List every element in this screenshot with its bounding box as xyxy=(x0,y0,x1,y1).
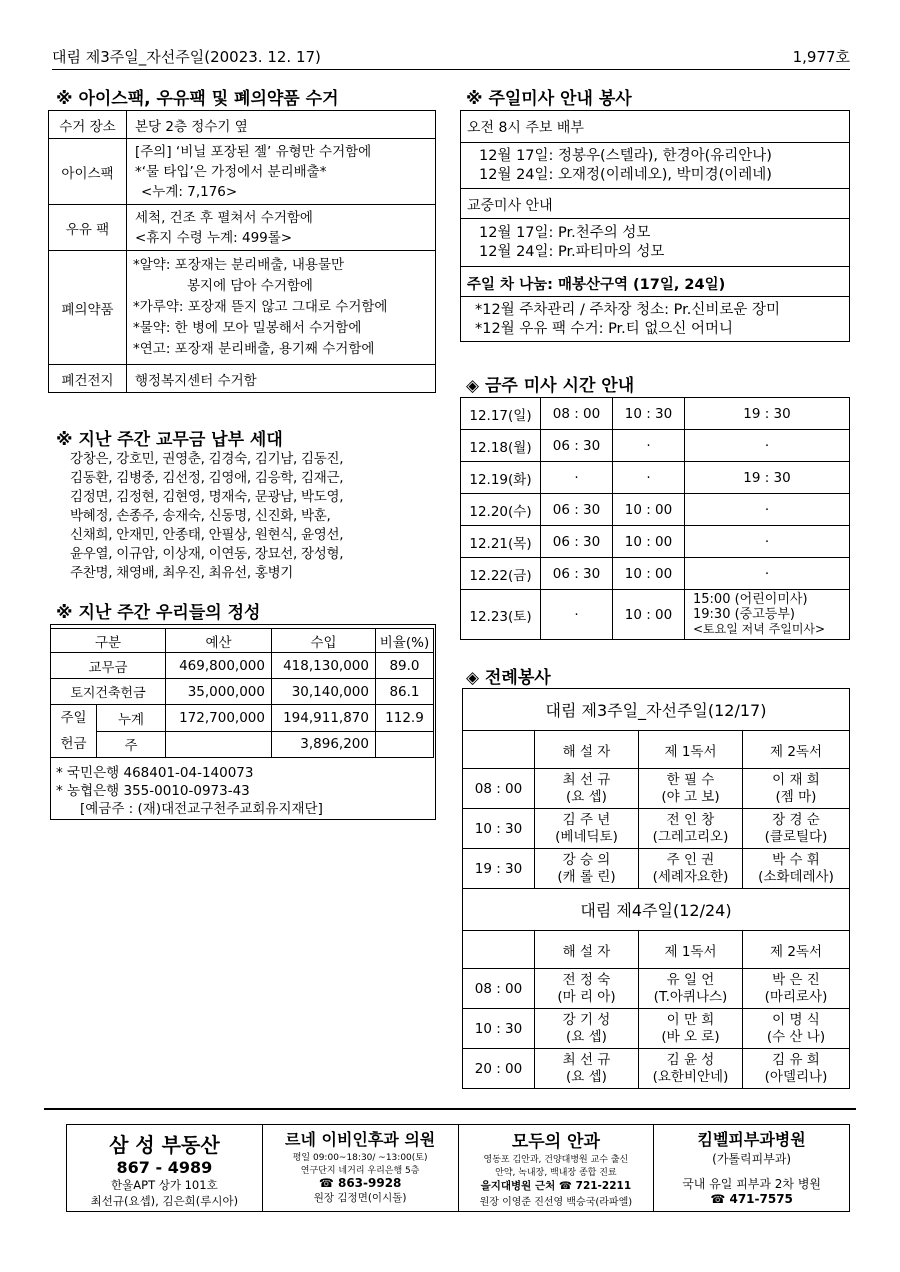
liturgy-time: 10 : 30 xyxy=(463,809,535,849)
offering-header: 비율(%) xyxy=(375,629,433,653)
mass-time: 19 : 30 xyxy=(685,398,850,430)
ad-line: 평일 09:00~18:30/ ~13:00(토) xyxy=(292,1153,428,1163)
ad-line: (가톨릭피부과) xyxy=(712,1152,792,1166)
guide-line: 12월 24일: 오재정(이레네오), 박미경(이레네) xyxy=(479,167,772,183)
total-label: 누계 xyxy=(97,705,166,732)
collect-line: *연고: 포장재 분리배출, 용기째 수거함에 xyxy=(133,341,375,357)
total-ratio: 112.9 xyxy=(375,705,433,732)
guide-line: 12월 17일: Pr.천주의 성모 xyxy=(479,225,651,241)
liturgy-header: 해 설 자 xyxy=(535,931,639,969)
liturgy-name: 장 경 순 xyxy=(772,811,820,828)
mass-time: · xyxy=(685,526,850,558)
liturgy-saint: (소화데레사) xyxy=(758,868,834,885)
offering-budget: 469,800,000 xyxy=(165,653,271,679)
mass-time: · xyxy=(685,430,850,462)
ad-line: 영동포 김안과, 건양대병원 교수 출신 xyxy=(483,1155,629,1165)
donor-list xyxy=(70,450,343,583)
liturgy-saint: (요 셉) xyxy=(566,788,607,805)
liturgy-header: 해 설 자 xyxy=(535,731,639,769)
liturgy-saint: (요 셉) xyxy=(566,1028,607,1045)
liturgy-saint: (마리로사) xyxy=(764,988,828,1005)
ad-phone: ☎ 863-9928 xyxy=(318,1176,402,1190)
liturgy-name: 전 정 숙 xyxy=(562,971,611,988)
account-holder: [예금주 : (재)대전교구천주교회유지재단] xyxy=(80,801,323,817)
mass-time: 10 : 30 xyxy=(613,398,685,430)
mass-time: 19 : 30 xyxy=(685,462,850,494)
offering-income: 30,140,000 xyxy=(271,679,375,705)
liturgy-saint: (요 셉) xyxy=(566,1068,607,1085)
mass-time: · xyxy=(685,558,850,590)
liturgy-saint: (수 산 나) xyxy=(766,1028,826,1045)
liturgy-name: 최 선 규 xyxy=(562,771,611,788)
liturgy-saint: (T.아퀴나스) xyxy=(653,988,728,1005)
collect-value: 행정복지센터 수거함 xyxy=(127,365,436,393)
collect-line: *가루약: 포장재 뜯지 않고 그대로 수거함에 xyxy=(133,299,388,315)
offering-table xyxy=(50,628,434,758)
guide-line: *12월 우유 팩 수거: Pr.티 없으신 어머니 xyxy=(475,321,734,337)
bank-info xyxy=(56,764,323,818)
guide-line: 12월 24일: Pr.파티마의 성모 xyxy=(479,244,665,260)
collect-line: *물약: 한 병에 모아 밀봉해서 수거함에 xyxy=(133,320,362,336)
offering-ratio: 86.1 xyxy=(375,679,433,705)
liturgy-block-title: 대림 제3주일_자선주일(12/17) xyxy=(463,689,850,731)
footer-divider xyxy=(44,1108,856,1110)
offering-budget: 35,000,000 xyxy=(165,679,271,705)
guide-title: ※ 주일미사 안내 봉사 xyxy=(466,89,632,109)
offering-title: ※ 지난 주간 우리들의 정성 xyxy=(56,603,261,623)
donor-line: 신채희, 안재민, 안종태, 안필상, 원현식, 윤영선, xyxy=(70,527,344,543)
ad-phone: ☎ 471-7575 xyxy=(710,1192,793,1206)
liturgy-saint: (그레고리오) xyxy=(652,828,729,845)
collect-label: 아이스팩 xyxy=(49,139,127,205)
liturgy-saint: (야 고 보) xyxy=(661,788,720,805)
liturgy-saint: (캐 롤 린) xyxy=(557,868,616,885)
ad-line: 최선규(요셉), 김은희(루시아) xyxy=(90,1194,239,1208)
mass-time: · xyxy=(613,462,685,494)
total-budget: 172,700,000 xyxy=(165,705,271,732)
collect-line: *알약: 포장재는 분리배출, 내용물만 xyxy=(133,257,345,273)
guide-section: 주일 차 나눔: 매봉산구역 (17일, 24일) xyxy=(461,267,849,297)
liturgy-name: 김 주 년 xyxy=(562,811,611,828)
mass-title: ◈ 금주 미사 시간 안내 xyxy=(466,376,635,396)
liturgy-time: 08 : 00 xyxy=(463,769,535,809)
mass-time: 06 : 30 xyxy=(541,558,613,590)
ad-ent-clinic xyxy=(263,1125,459,1211)
ad-phone: 867 - 4989 xyxy=(116,1158,213,1177)
donor-line: 김동환, 김병중, 김선정, 김영애, 김응학, 김재근, xyxy=(70,470,344,486)
mass-sat-line: 15:00 (어린이미사) xyxy=(693,592,808,607)
ad-name: 르네 이비인후과 의원 xyxy=(285,1130,436,1149)
liturgy-saint: (세례자요한) xyxy=(652,868,729,885)
collect-line: *‘물 타입’은 가정에서 분리배출* xyxy=(135,163,327,180)
mass-date: 12.19(화) xyxy=(461,462,541,494)
mass-sat-note: <토요일 저녁 주일미사> xyxy=(693,622,826,636)
liturgy-saint: (클로틸다) xyxy=(764,828,828,845)
guide-line: *12월 주차관리 / 주차장 청소: Pr.신비로운 장미 xyxy=(475,302,780,318)
liturgy-name: 최 선 규 xyxy=(562,1051,611,1068)
donor-line: 김정면, 김정현, 김현영, 명재숙, 문광남, 박도영, xyxy=(70,489,344,505)
liturgy-name: 김 윤 성 xyxy=(666,1051,715,1068)
liturgy-name: 이 만 희 xyxy=(666,1011,715,1028)
mass-date: 12.20(수) xyxy=(461,494,541,526)
offering-label: 교무금 xyxy=(51,653,166,679)
ad-phone: 을지대병원 근처 ☎ 721-2211 xyxy=(480,1180,632,1192)
collect-label: 폐의약품 xyxy=(49,251,127,365)
liturgy-name: 김 유 희 xyxy=(772,1051,820,1068)
mass-sat-line: 19:30 (중고등부) xyxy=(693,607,795,622)
bulletin-date: 대림 제3주일_자선주일(20023. 12. 17) xyxy=(52,48,321,66)
offering-income: 418,130,000 xyxy=(271,653,375,679)
liturgy-name: 전 인 창 xyxy=(666,811,715,828)
donor-line: 강창은, 강호민, 권영춘, 김경숙, 김기남, 김동진, xyxy=(70,451,344,467)
liturgy-time: 10 : 30 xyxy=(463,1009,535,1049)
collect-label: 우유 팩 xyxy=(49,205,127,251)
mass-date: 12.21(목) xyxy=(461,526,541,558)
liturgy-header: 제 2독서 xyxy=(743,931,850,969)
offering-header: 예산 xyxy=(165,629,271,653)
mass-time: · xyxy=(685,494,850,526)
collect-label: 폐건전지 xyxy=(49,365,127,393)
liturgy-saint: (젬 마) xyxy=(775,788,817,805)
collect-value: 본당 2층 정수기 옆 xyxy=(127,111,436,139)
liturgy-name: 주 인 권 xyxy=(666,851,715,868)
mass-date: 12.23(토) xyxy=(461,590,541,640)
collect-table xyxy=(48,110,436,393)
liturgy-saint: (마 리 아) xyxy=(557,988,616,1005)
offering-header: 수입 xyxy=(271,629,375,653)
liturgy-block-title: 대림 제4주일(12/24) xyxy=(463,889,850,931)
collect-line: <휴지 수령 누계: 499롤> xyxy=(135,229,293,246)
liturgy-name: 박 수 휘 xyxy=(772,851,820,868)
guide-line: 12월 17일: 정봉우(스텔라), 한경아(유리안나) xyxy=(479,148,772,164)
liturgy-saint: (베네딕토) xyxy=(555,828,618,845)
ad-line: 연구단지 네거리 우리은행 5층 xyxy=(300,1166,420,1176)
mass-table xyxy=(460,397,850,640)
ad-eye-clinic xyxy=(459,1125,655,1211)
liturgy-name: 박 은 진 xyxy=(772,971,820,988)
mass-time: 10 : 00 xyxy=(613,526,685,558)
offering-ratio: 89.0 xyxy=(375,653,433,679)
liturgy-name: 이 재 희 xyxy=(772,771,820,788)
week-income: 3,896,200 xyxy=(271,731,375,758)
liturgy-saint: (아델리나) xyxy=(764,1068,828,1085)
mass-time: 10 : 00 xyxy=(613,494,685,526)
mass-time: 10 : 00 xyxy=(613,558,685,590)
donor-line: 주찬명, 채영배, 최우진, 최유선, 홍병기 xyxy=(70,565,294,581)
collect-line: 세척, 건조 후 펼쳐서 수거함에 xyxy=(135,209,313,226)
sunday-label: 주일 xyxy=(60,710,87,726)
guide-section: 교중미사 안내 xyxy=(461,189,849,219)
mass-time: 06 : 30 xyxy=(541,430,613,462)
sunday-label: 헌금 xyxy=(60,736,87,752)
week-label: 주 xyxy=(97,731,166,758)
liturgy-name: 유 일 언 xyxy=(666,971,715,988)
collect-line: [주의] ‘비닐 포장된 젤’ 유형만 수거함에 xyxy=(135,143,372,160)
liturgy-name: 한 필 수 xyxy=(666,771,715,788)
liturgy-time: 20 : 00 xyxy=(463,1049,535,1089)
liturgy-name: 이 명 식 xyxy=(772,1011,820,1028)
mass-time: 06 : 30 xyxy=(541,494,613,526)
liturgy-table-1 xyxy=(462,688,850,1089)
donor-line: 박혜정, 손종주, 송재숙, 신동명, 신진화, 박훈, xyxy=(70,508,331,524)
ad-line: 원장 이영준 진선영 백승국(라파엘) xyxy=(479,1197,633,1208)
bank-account: * 국민은행 468401-04-140073 xyxy=(56,765,254,781)
ad-realestate xyxy=(67,1125,263,1211)
liturgy-header: 제 1독서 xyxy=(639,931,743,969)
bank-account: * 농협은행 355-0010-0973-43 xyxy=(56,783,250,799)
mass-date: 12.18(월) xyxy=(461,430,541,462)
liturgy-header: 제 2독서 xyxy=(743,731,850,769)
ad-strip xyxy=(66,1124,850,1212)
liturgy-time: 19 : 30 xyxy=(463,849,535,889)
offering-label: 토지건축헌금 xyxy=(51,679,166,705)
collect-label: 수거 장소 xyxy=(49,111,127,139)
liturgy-saint: (요한비안네) xyxy=(652,1068,729,1085)
mass-time: · xyxy=(613,430,685,462)
ad-name: 삼 성 부동산 xyxy=(109,1133,220,1157)
liturgy-time: 08 : 00 xyxy=(463,969,535,1009)
liturgy-saint: (바 오 로) xyxy=(661,1028,720,1045)
ad-line: 국내 유일 피부과 2차 병원 xyxy=(682,1177,822,1191)
ad-line: 한울APT 상가 101호 xyxy=(111,1178,218,1192)
liturgy-header: 제 1독서 xyxy=(639,731,743,769)
collect-line: 봉지에 담아 수거함에 xyxy=(187,278,313,294)
liturgy-name: 강 기 성 xyxy=(562,1011,611,1028)
ad-line: 원장 김정면(이시돌) xyxy=(313,1192,407,1204)
ad-skin-clinic xyxy=(654,1125,849,1211)
collect-line: <누계: 7,176> xyxy=(141,183,238,200)
mass-time: 06 : 30 xyxy=(541,526,613,558)
bulletin-header xyxy=(52,44,850,70)
liturgy-name: 강 승 의 xyxy=(562,851,611,868)
issue-number: 1,977호 xyxy=(792,48,850,66)
donors-title: ※ 지난 주간 교무금 납부 세대 xyxy=(56,430,283,450)
offering-header: 구분 xyxy=(51,629,166,653)
guide-box xyxy=(460,110,850,342)
collect-title: ※ 아이스팩, 우유팩 및 폐의약품 수거 xyxy=(56,89,339,109)
guide-section: 오전 8시 주보 배부 xyxy=(461,111,849,143)
liturgy-title: ◈ 전례봉사 xyxy=(466,668,551,688)
ad-name: 모두의 안과 xyxy=(511,1132,600,1152)
mass-time: · xyxy=(541,590,613,640)
ad-line: 안약, 녹내장, 백내장 종합 진료 xyxy=(495,1168,617,1178)
mass-time: 08 : 00 xyxy=(541,398,613,430)
mass-time: · xyxy=(541,462,613,494)
mass-date: 12.17(일) xyxy=(461,398,541,430)
mass-date: 12.22(금) xyxy=(461,558,541,590)
mass-time: 10 : 00 xyxy=(613,590,685,640)
total-income: 194,911,870 xyxy=(271,705,375,732)
donor-line: 윤우열, 이규암, 이상재, 이연동, 장묘선, 장성형, xyxy=(70,546,344,562)
ad-name: 킴벨피부과병원 xyxy=(697,1130,806,1149)
